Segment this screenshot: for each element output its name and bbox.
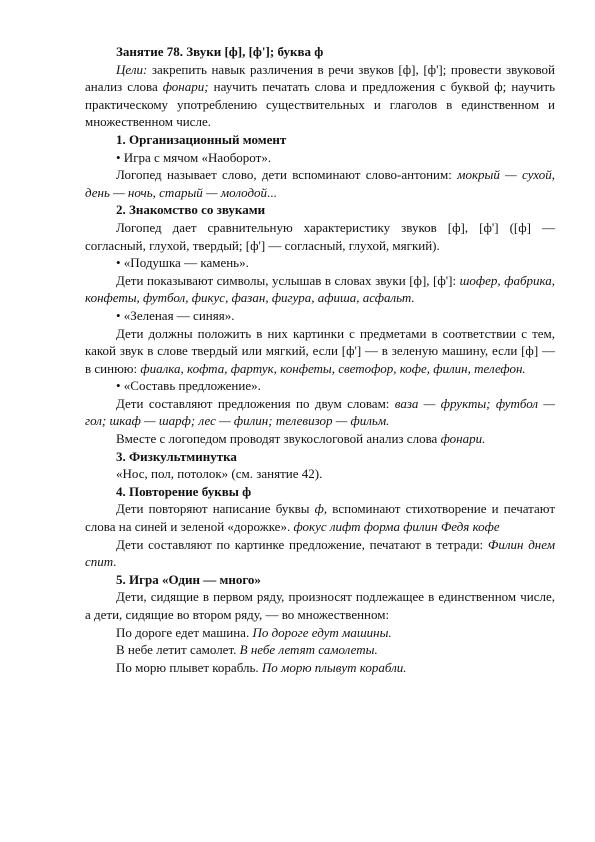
paragraph-text: согласный, глухой, твердый; [ф'] — согласный, глухой, мягкий). [85,237,440,253]
symbols-paragraph [85,272,555,307]
section-4-heading: 4. Повторение буквы ф [116,483,252,499]
paragraph-text: тем, какой звук в слове твердый или мягкий, если [ф'] — в зеленую машину, [85,325,555,359]
analysis-paragraph [85,430,555,448]
paragraph-text: числе, а дети, сидящие во втором ряду, — во множественном: [85,589,556,622]
section-3-heading: 3. Физкультминутка [116,448,237,464]
pictures-paragraph [85,325,555,378]
fizkult-text: «Нос, пол, потолок» (см. занятие 42). [116,466,323,482]
plural-sentence: По дороге едут машины. [252,624,392,640]
game-zelenaya: • «Зеленая — синяя». [116,307,235,323]
goals-text: в единственном и множественном числе. [85,96,556,130]
paragraph-text: Дети, сидящие в первом ряду, произносят подлежащее в единственном [116,589,517,605]
paragraph-text: Дети составляют по картинке предложение, печатают в тетради: [116,536,488,552]
example-sentence-2 [85,641,555,659]
example-words: мокрый — [457,167,517,183]
goals-text: закрепить навык различения в речи звуков [ф], [ф']; провести [147,61,502,77]
antonym-paragraph [85,166,555,201]
singular-sentence: По дороге едет машина. [116,624,253,640]
paragraph-text: Дети должны положить в них картинки с предметами в соответствии с [116,325,527,341]
example-words: фокус лифт форма филин [293,519,438,535]
section-1-heading: 1. Организационный момент [116,131,287,147]
singular-sentence: По морю плывет корабль. [116,659,262,675]
goals-label: Цели: [116,61,148,77]
example-words: филин, телефон. [433,360,526,376]
paragraph-text: вспоминают стихотворение и [327,501,499,517]
game-naoborot: • Игра с мячом «Наоборот». [116,149,272,165]
plural-sentence: В небе летят самолеты. [239,642,378,658]
paragraph-text: Дети повторяют написание буквы [116,501,315,517]
section-5-heading: 5. Игра «Один — много» [116,571,261,587]
document-page [85,43,555,676]
game-podushka: • «Подушка — камень». [116,255,249,271]
paragraph-text: Вместе с логопедом проводят звукослоговой анализ слова [116,431,441,447]
example-words: днем спит. [85,536,555,570]
paragraph-text: Дети показывают символы, услышав в словах звуки [ф], [ф']: [116,272,460,288]
goals-word: фонари; [162,79,209,95]
example-sentence-1 [85,624,555,642]
singular-sentence: В небе летит самолет. [116,642,240,658]
paragraph-text: ... [267,184,277,200]
goals-text: научить печатать слова и предложения с [208,79,446,95]
example-words: сухой, день — ночь, старый — молодой [85,167,555,200]
page-title: Занятие 78. Звуки [ф], [ф']; буква ф [116,44,324,59]
example-words: фонари. [440,431,486,447]
one-many-paragraph [85,588,555,623]
goals-paragraph [85,61,555,131]
sound-characteristic-paragraph [85,219,555,254]
example-words: шофер, [459,272,501,288]
plural-sentence: По морю плывут корабли. [261,659,407,675]
paragraph-text: печатают слова на синей и зеленой «дорожке». [85,501,556,535]
paragraph-text: Дети составляют предложения по двум словам: [116,395,395,411]
goals-text: буквой ф; научить практическому употреблению существительных и глаголов [85,79,555,112]
example-words: футбол — гол; шкаф — шарф; лес — филин; телевизор — фильм. [85,395,555,429]
game-sostav: • «Составь предложение». [116,378,261,394]
paragraph-text: Логопед дает сравнительную характеристику звуков [ф], [ф'] ([ф] — [116,219,555,235]
section-2-heading: 2. Знакомство со звуками [116,202,266,218]
example-sentence-3 [85,659,555,677]
example-words: фиалка, кофта, фартук, конфеты, светофор, кофе, [140,360,431,376]
example-words: ваза — фрукты; [394,395,491,411]
sentences-paragraph [85,395,555,430]
example-words: фабрика, конфеты, футбол, фикус, фазан, фигура, афиша, асфальт. [85,272,555,306]
paragraph-text: если [ф] — в синюю: [85,343,555,376]
paragraph-text: Логопед называет слово, дети вспоминают слово-антоним: [116,167,458,183]
example-words: Филин [487,536,524,552]
goals-text: звуковой анализ слова [85,61,555,95]
example-words: Федя кофе [440,519,500,535]
letter-paragraph [85,500,555,535]
example-words: ф, [314,501,328,517]
picture-sentence-paragraph [85,536,555,571]
